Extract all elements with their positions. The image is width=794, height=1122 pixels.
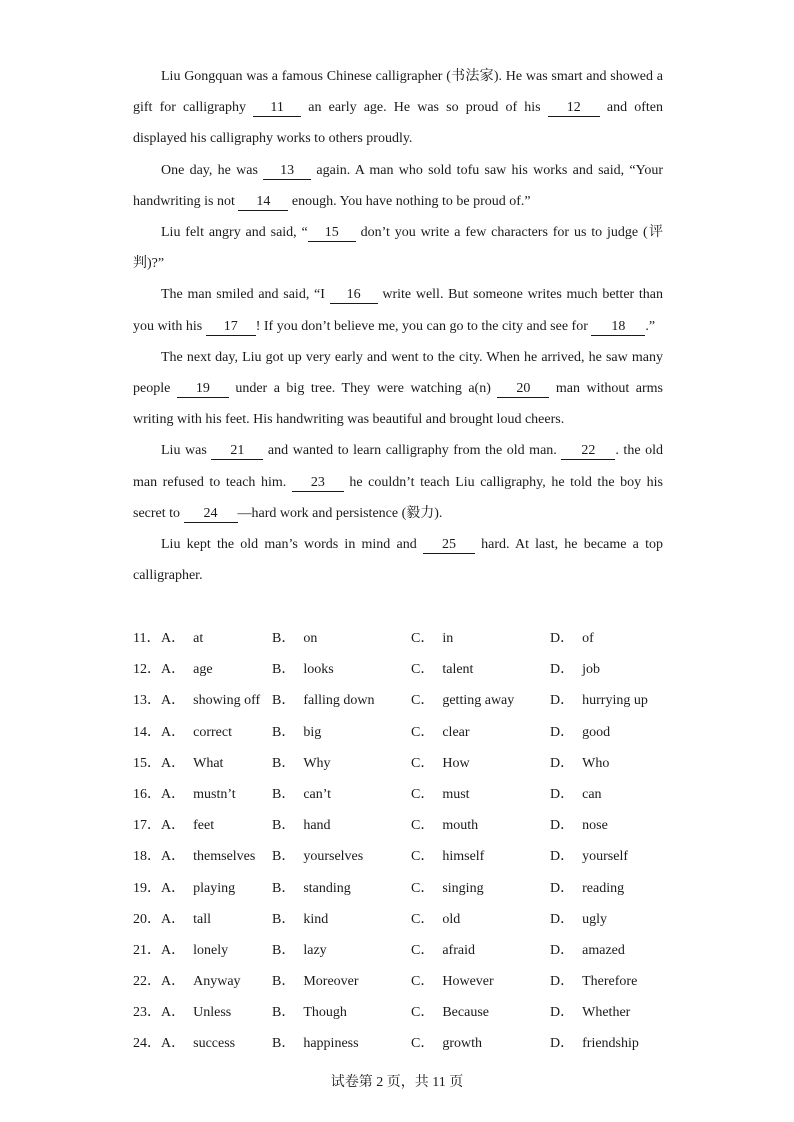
option-letter: C． <box>411 849 435 865</box>
option-letter: B． <box>272 755 296 771</box>
answer-option[interactable] <box>550 966 637 997</box>
blank-15: 15 <box>308 225 356 242</box>
question-number: 23． <box>133 1005 161 1021</box>
option-text: afraid <box>442 942 475 958</box>
answer-option[interactable] <box>550 623 594 654</box>
blank-14: 14 <box>238 194 288 211</box>
option-letter: D． <box>550 662 575 678</box>
answer-option[interactable] <box>272 873 351 904</box>
answer-option[interactable] <box>411 717 470 748</box>
answer-option[interactable] <box>411 841 484 872</box>
paragraph-3 <box>133 217 663 279</box>
option-text: Moreover <box>303 974 359 990</box>
option-letter: B． <box>272 974 296 990</box>
answer-option[interactable] <box>550 779 602 810</box>
option-text: hurrying up <box>582 693 648 709</box>
answer-option[interactable] <box>161 841 255 872</box>
question-row <box>133 841 693 872</box>
blank-16: 16 <box>330 287 378 304</box>
option-letter: A． <box>161 818 186 834</box>
answer-option[interactable] <box>161 904 211 935</box>
answer-option[interactable] <box>411 1028 482 1059</box>
paragraph-4 <box>133 279 663 341</box>
answer-option[interactable] <box>411 904 460 935</box>
option-text: Unless <box>193 1005 232 1021</box>
option-text: Whether <box>582 1005 631 1021</box>
option-letter: D． <box>550 693 575 709</box>
option-letter: A． <box>161 911 186 927</box>
option-letter: A． <box>161 974 186 990</box>
option-text: themselves <box>193 849 256 865</box>
answer-option[interactable] <box>550 904 607 935</box>
passage-text: —hard work and persistence (毅力). <box>237 505 443 521</box>
passage-text: an early age. He was so proud of his <box>301 100 548 116</box>
option-letter: D． <box>550 631 575 646</box>
option-letter: D． <box>550 818 575 834</box>
option-letter: C． <box>411 911 435 927</box>
answer-option[interactable] <box>161 1028 235 1059</box>
option-letter: D． <box>550 942 575 958</box>
blank-12: 12 <box>548 100 600 117</box>
answer-option[interactable] <box>161 654 213 685</box>
option-text: growth <box>442 1036 483 1052</box>
option-letter: B． <box>272 631 296 646</box>
passage-text: ! If you don’t believe me, you can go to the city and see for <box>255 318 592 334</box>
answer-option[interactable] <box>161 623 203 654</box>
answer-option[interactable] <box>411 966 494 997</box>
question-row <box>133 966 693 997</box>
option-letter: C． <box>411 942 435 958</box>
option-letter: A． <box>161 942 186 958</box>
question-number: 14． <box>133 724 161 740</box>
passage-text: he couldn’t teach Liu calligraphy, he told the boy his secret to <box>133 474 663 521</box>
blank-13: 13 <box>263 163 311 180</box>
option-letter: C． <box>411 786 435 802</box>
option-text: Therefore <box>582 974 638 990</box>
option-letter: B． <box>272 786 296 802</box>
question-number: 11． <box>133 631 161 646</box>
option-text: kind <box>303 911 329 927</box>
option-letter: C． <box>411 631 435 646</box>
passage-text: and often displayed his calligraphy works to others proudly. <box>133 100 664 147</box>
option-text: yourselves <box>303 849 364 865</box>
option-letter: D． <box>550 880 575 896</box>
answer-option[interactable] <box>161 966 241 997</box>
answer-option[interactable] <box>272 810 331 841</box>
option-text: correct <box>193 724 232 740</box>
option-letter: A． <box>161 1005 186 1021</box>
question-list <box>133 623 693 1060</box>
option-text: reading <box>582 880 625 896</box>
option-text: amazed <box>582 942 625 958</box>
answer-option[interactable] <box>272 841 363 872</box>
answer-option[interactable] <box>550 935 625 966</box>
answer-option[interactable] <box>272 779 331 810</box>
option-text: can <box>582 786 602 802</box>
option-text: tall <box>193 911 212 927</box>
question-number: 19． <box>133 880 161 896</box>
option-letter: C． <box>411 693 435 709</box>
option-letter: B． <box>272 849 296 865</box>
option-text: age <box>193 662 213 678</box>
answer-option[interactable] <box>272 623 317 654</box>
answer-option[interactable] <box>272 966 359 997</box>
question-row <box>133 904 693 935</box>
answer-option[interactable] <box>411 997 489 1028</box>
option-letter: C． <box>411 1036 435 1052</box>
answer-option[interactable] <box>161 685 260 716</box>
answer-option[interactable] <box>550 717 610 748</box>
answer-option[interactable] <box>550 810 608 841</box>
passage-text: again. A man who sold tofu saw his works and said, “Your handwriting is not <box>133 162 663 209</box>
option-text: of <box>582 631 594 646</box>
option-letter: B． <box>272 880 296 896</box>
passage-text: Liu Gongquan was a famous Chinese calligrapher (书法家). He was smart and showed a gift for calligraphy <box>133 69 663 116</box>
option-text: happiness <box>303 1036 359 1052</box>
option-text: getting away <box>442 693 515 709</box>
paragraph-7 <box>133 529 663 591</box>
answer-option[interactable] <box>272 685 375 716</box>
question-row <box>133 623 693 654</box>
option-letter: B． <box>272 724 296 740</box>
option-letter: A． <box>161 786 186 802</box>
answer-option[interactable] <box>272 717 321 748</box>
answer-option[interactable] <box>411 623 453 654</box>
option-letter: C． <box>411 818 435 834</box>
option-text: on <box>303 631 318 646</box>
option-text: showing off <box>193 693 261 709</box>
option-text: standing <box>303 880 351 896</box>
question-number: 12． <box>133 662 161 678</box>
question-number: 21． <box>133 942 161 958</box>
passage-text: Liu kept the old man’s words in mind and <box>161 537 423 553</box>
blank-17: 17 <box>206 319 256 336</box>
passage-text: Liu felt angry and said, “ <box>161 225 308 241</box>
option-text: singing <box>442 880 484 896</box>
option-letter: B． <box>272 818 296 834</box>
answer-option[interactable] <box>161 779 236 810</box>
option-letter: D． <box>550 974 575 990</box>
passage-text: under a big tree. They were watching a(n) <box>228 381 498 397</box>
question-number: 20． <box>133 911 161 927</box>
option-text: ugly <box>582 911 608 927</box>
answer-option[interactable] <box>411 748 470 779</box>
option-letter: D． <box>550 786 575 802</box>
option-text: job <box>582 662 601 678</box>
option-text: lazy <box>303 942 327 958</box>
question-row <box>133 810 693 841</box>
passage-text: man without arms writing with his feet. His handwriting was beautiful and brought loud cheers. <box>133 381 663 428</box>
cloze-passage <box>133 61 663 591</box>
blank-11: 11 <box>253 100 301 117</box>
option-text: can’t <box>303 786 332 802</box>
blank-23: 23 <box>292 475 344 492</box>
option-text: himself <box>442 849 485 865</box>
blank-21: 21 <box>211 443 263 460</box>
answer-option[interactable] <box>272 748 331 779</box>
option-letter: B． <box>272 911 296 927</box>
question-row <box>133 997 693 1028</box>
question-number: 16． <box>133 786 161 802</box>
answer-option[interactable] <box>411 935 475 966</box>
option-letter: D． <box>550 1036 575 1052</box>
option-text: However <box>442 974 494 990</box>
option-text: Who <box>582 755 610 771</box>
option-letter: A． <box>161 631 186 646</box>
option-letter: A． <box>161 880 186 896</box>
answer-option[interactable] <box>161 997 231 1028</box>
option-text: at <box>193 631 204 646</box>
blank-19: 19 <box>177 381 229 398</box>
passage-text: The next day, Liu got up very early and went to the city. When he arrived, he saw many people <box>133 349 663 397</box>
option-text: playing <box>193 880 236 896</box>
option-text: in <box>442 631 454 646</box>
passage-text: One day, he was <box>161 162 264 178</box>
option-text: What <box>193 755 224 771</box>
question-row <box>133 873 693 904</box>
question-number: 24． <box>133 1036 161 1052</box>
answer-option[interactable] <box>550 997 630 1028</box>
option-text: feet <box>193 818 215 834</box>
question-row <box>133 748 693 779</box>
option-letter: B． <box>272 942 296 958</box>
question-row <box>133 779 693 810</box>
passage-text: enough. You have nothing to be proud of.” <box>288 193 531 209</box>
option-letter: A． <box>161 693 186 709</box>
answer-option[interactable] <box>272 997 347 1028</box>
answer-option[interactable] <box>272 654 334 685</box>
option-text: old <box>442 911 461 927</box>
answer-option[interactable] <box>161 717 232 748</box>
option-letter: D． <box>550 1005 575 1021</box>
option-text: How <box>442 755 470 771</box>
answer-option[interactable] <box>411 654 473 685</box>
paragraph-6 <box>133 435 663 529</box>
option-text: Anyway <box>193 974 241 990</box>
option-letter: C． <box>411 662 435 678</box>
paragraph-2 <box>133 155 663 217</box>
option-text: talent <box>442 662 474 678</box>
question-number: 13． <box>133 693 161 709</box>
option-text: clear <box>442 724 470 740</box>
option-text: falling down <box>303 693 375 709</box>
question-row <box>133 717 693 748</box>
option-letter: A． <box>161 849 186 865</box>
option-letter: B． <box>272 662 296 678</box>
question-number: 17． <box>133 818 161 834</box>
option-text: must <box>442 786 470 802</box>
passage-text: hard. At last, he became a top calligrapher. <box>133 537 663 584</box>
blank-22: 22 <box>561 443 615 460</box>
paragraph-5 <box>133 342 663 436</box>
option-letter: D． <box>550 911 575 927</box>
option-letter: C． <box>411 974 435 990</box>
option-text: looks <box>303 662 334 678</box>
option-text: friendship <box>582 1036 639 1052</box>
blank-20: 20 <box>497 381 549 398</box>
passage-text: don’t you write a few characters for us to judge (评判)?” <box>133 225 663 272</box>
answer-option[interactable] <box>550 841 628 872</box>
option-text: hand <box>303 818 331 834</box>
question-row <box>133 1028 693 1059</box>
option-text: Though <box>303 1005 347 1021</box>
answer-option[interactable] <box>161 810 214 841</box>
passage-text: Liu was <box>161 443 212 459</box>
option-text: success <box>193 1036 236 1052</box>
option-text: nose <box>582 818 608 834</box>
option-letter: A． <box>161 1036 186 1052</box>
option-letter: A． <box>161 662 186 678</box>
blank-18: 18 <box>591 319 645 336</box>
option-text: mustn’t <box>193 786 236 802</box>
option-letter: C． <box>411 1005 435 1021</box>
option-text: good <box>582 724 611 740</box>
answer-option[interactable] <box>550 748 609 779</box>
question-number: 18． <box>133 849 161 865</box>
answer-option[interactable] <box>550 873 624 904</box>
passage-text: and wanted to learn calligraphy from the old man. <box>263 443 562 459</box>
option-letter: D． <box>550 724 575 740</box>
option-letter: D． <box>550 849 575 865</box>
option-letter: B． <box>272 1005 296 1021</box>
question-row <box>133 654 693 685</box>
option-text: Why <box>303 755 331 771</box>
option-letter: C． <box>411 880 435 896</box>
option-letter: D． <box>550 755 575 771</box>
answer-option[interactable] <box>161 873 235 904</box>
question-row <box>133 685 693 716</box>
paragraph-1 <box>133 61 663 155</box>
answer-option[interactable] <box>411 810 478 841</box>
answer-option[interactable] <box>550 1028 639 1059</box>
answer-option[interactable] <box>161 748 223 779</box>
question-number: 22． <box>133 974 161 990</box>
passage-text: .” <box>645 318 656 334</box>
passage-text: write well. But someone writes much better than you with his <box>133 287 664 334</box>
option-letter: C． <box>411 755 435 771</box>
option-text: big <box>303 724 322 740</box>
answer-option[interactable] <box>550 654 600 685</box>
answer-option[interactable] <box>272 1028 359 1059</box>
option-text: Because <box>442 1005 489 1021</box>
option-letter: A． <box>161 724 186 740</box>
blank-24: 24 <box>184 506 238 523</box>
answer-option[interactable] <box>411 685 514 716</box>
answer-option[interactable] <box>161 935 228 966</box>
answer-option[interactable] <box>411 873 484 904</box>
option-text: lonely <box>193 942 229 958</box>
answer-option[interactable] <box>411 779 470 810</box>
answer-option[interactable] <box>550 685 648 716</box>
question-number: 15． <box>133 755 161 771</box>
answer-option[interactable] <box>272 904 328 935</box>
page-footer: 试卷第 2 页，共 11 页 <box>330 1075 464 1090</box>
option-text: mouth <box>442 818 479 834</box>
passage-text: The man smiled and said, “I <box>161 287 330 303</box>
passage-text: . the old man refused to teach him. <box>133 443 663 490</box>
option-letter: B． <box>272 693 296 709</box>
option-letter: B． <box>272 1036 296 1052</box>
question-row <box>133 935 693 966</box>
option-letter: C． <box>411 724 435 740</box>
answer-option[interactable] <box>272 935 327 966</box>
option-text: yourself <box>582 849 629 865</box>
blank-25: 25 <box>423 537 475 554</box>
option-letter: A． <box>161 755 186 771</box>
